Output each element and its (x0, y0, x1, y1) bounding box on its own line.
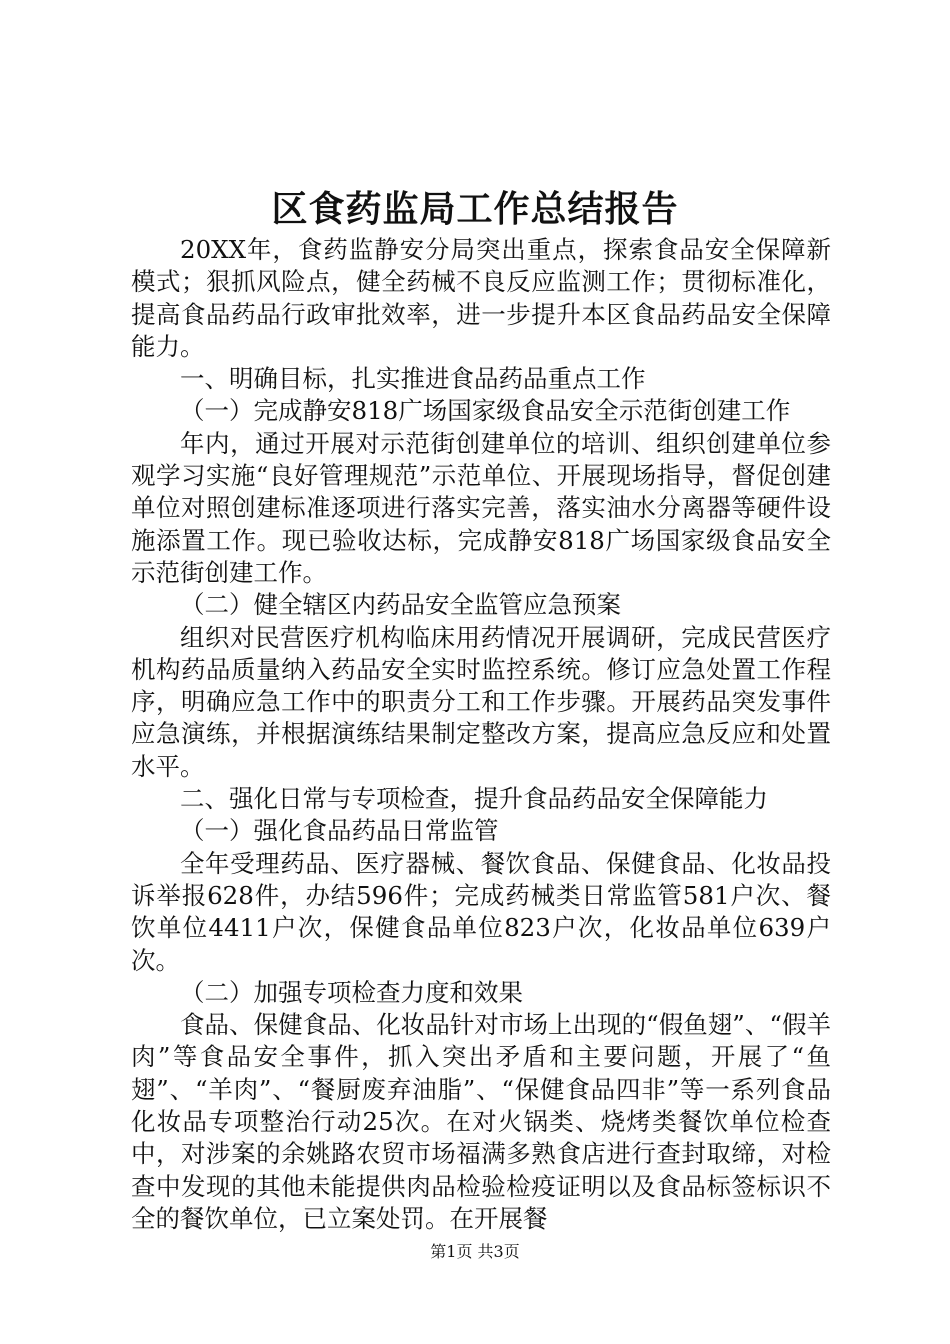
paragraph: 组织对民营医疗机构临床用药情况开展调研，完成民营医疗机构药品质量纳入药品安全实时监控系统。修订应急处置工作程序，明确应急工作中的职责分工和工作步骤。开展药品突发事件应急演练，并根据演练结果制定整改方案，提高应急反应和处置水平。 (131, 622, 831, 781)
page-footer: 第1页 共3页 (430, 1242, 520, 1261)
subsection-heading: （二）健全辖区内药品安全监管应急预案 (180, 590, 621, 620)
paragraph: 20XX年，食药监静安分局突出重点，探索食品安全保障新模式；狠抓风险点，健全药械不良反应监测工作；贯彻标准化，提高食品药品行政审批效率，进一步提升本区食品药品安全保障能力。 (131, 235, 831, 361)
section-heading: 二、强化日常与专项检查，提升食品药品安全保障能力 (180, 784, 768, 814)
paragraph: 年内，通过开展对示范街创建单位的培训、组织创建单位参观学习实施“良好管理规范”示范单位、开展现场指导，督促创建单位对照创建标准逐项进行落实完善，落实油水分离器等硬件设施添置工作。现已验收达标，完成静安818广场国家级食品安全示范街创建工作。 (131, 428, 831, 587)
document-title: 区食药监局工作总结报告 (271, 188, 679, 230)
subsection-heading: （一）强化食品药品日常监管 (180, 816, 499, 846)
subsection-heading: （二）加强专项检查力度和效果 (180, 977, 523, 1007)
paragraph: 食品、保健食品、化妆品针对市场上出现的“假鱼翅”、“假羊肉”等食品安全事件，抓入突出矛盾和主要问题，开展了“鱼翅”、“羊肉”、“餐厨废弃油脂”、“保健食品四非”等一系列食品化妆品专项整治行动25次。在对火锅类、烧烤类餐饮单位检查中，对涉案的余姚路农贸市场福满多熟食店进行查封取缔，对检查中发现的其他未能提供肉品检验检疫证明以及食品标签标识不全的餐饮单位，已立案处罚。在开展餐 (131, 1010, 831, 1233)
paragraph: 全年受理药品、医疗器械、餐饮食品、保健食品、化妆品投诉举报628件，办结596件；完成药械类日常监管581户次、餐饮单位4411户次，保健食品单位823户次，化妆品单位639户次。 (131, 848, 831, 975)
document-body (131, 234, 831, 1235)
section-heading: 一、明确目标，扎实推进食品药品重点工作 (180, 364, 646, 394)
subsection-heading: （一）完成静安818广场国家级食品安全示范街创建工作 (180, 396, 791, 426)
